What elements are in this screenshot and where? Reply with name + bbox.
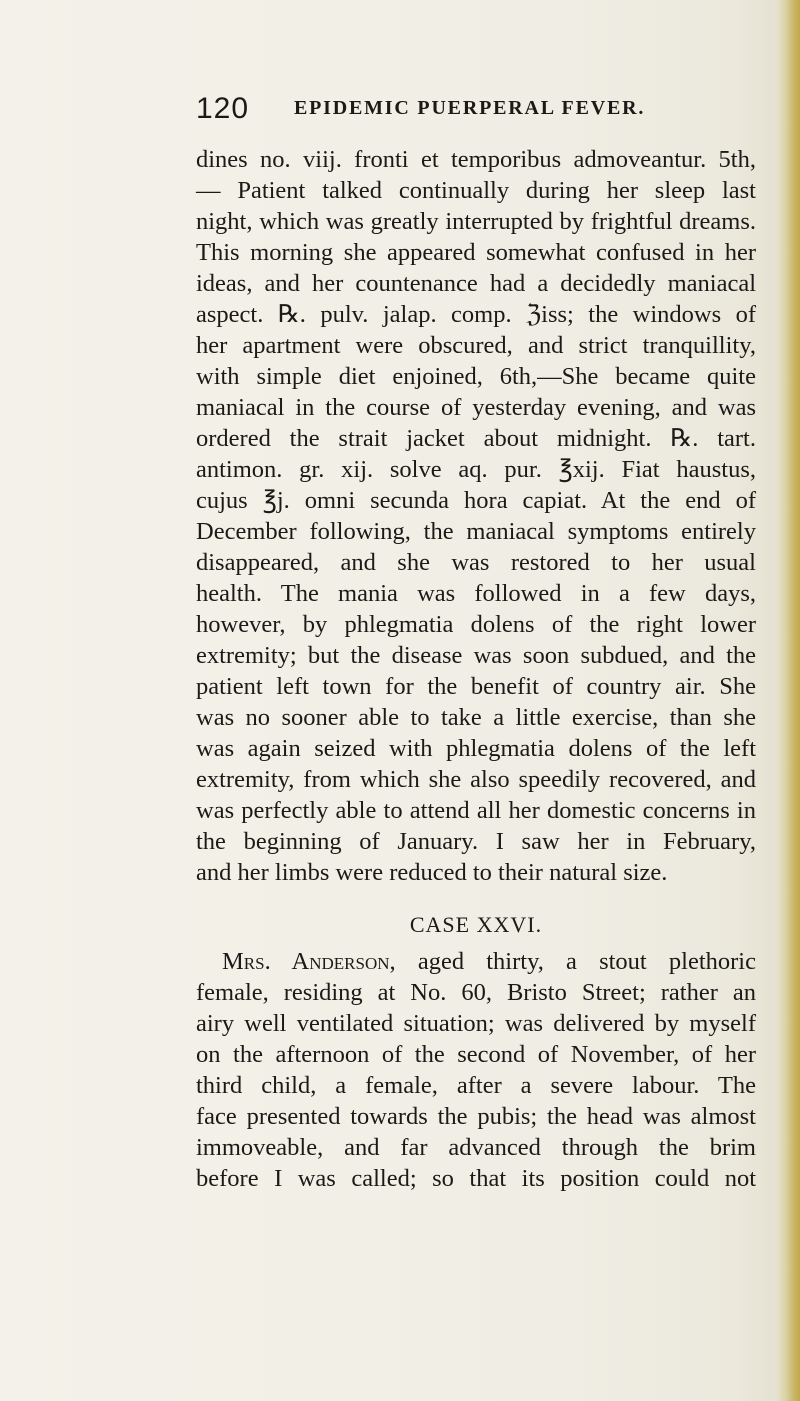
text-line: her apartment were obscured, and strict tranquillity, [196, 332, 756, 359]
text-line: ordered the strait jacket about midnight. ℞. tart. [196, 425, 756, 452]
text-line: dines no. viij. fronti et temporibus admoveantur. 5th, [196, 146, 756, 173]
text-line: extremity, from which she also speedily recovered, and [196, 766, 756, 793]
page-edge [778, 0, 800, 1401]
text-line-rest: aged thirty, a stout plethoric [395, 948, 756, 975]
text-line: with simple diet enjoined, 6th,—She became quite [196, 363, 756, 390]
text-line: immoveable, and far advanced through the brim [196, 1134, 756, 1161]
paragraph-one [196, 144, 756, 888]
text-line: female, residing at No. 60, Bristo Street; rather an [196, 979, 756, 1006]
text-line-first [196, 946, 756, 977]
text-line: health. The mania was followed in a few days, [196, 580, 756, 607]
page-number: 120 [196, 92, 250, 125]
text-line: patient left town for the benefit of country air. She [196, 673, 756, 700]
text-line: the beginning of January. I saw her in February, [196, 828, 756, 855]
running-head: EPIDEMIC PUERPERAL FEVER. [294, 97, 646, 119]
text-line: was perfectly able to attend all her domestic concerns in [196, 797, 756, 824]
text-line: face presented towards the pubis; the head was almost [196, 1103, 756, 1130]
text-line: extremity; but the disease was soon subdued, and the [196, 642, 756, 669]
text-line: cujus ℥j. omni secunda hora capiat. At the end of [196, 487, 756, 514]
patient-name: Mrs. Anderson, [222, 948, 396, 975]
paragraph-two [196, 946, 756, 1194]
text-line: on the afternoon of the second of November, of her [196, 1041, 756, 1068]
text-line: third child, a female, after a severe labour. The [196, 1072, 756, 1099]
text-line: night, which was greatly interrupted by frightful dreams. [196, 208, 756, 235]
text-line: disappeared, and she was restored to her usual [196, 549, 756, 576]
case-heading: CASE XXVI. [409, 912, 543, 937]
text-line: airy well ventilated situation; was delivered by myself [196, 1010, 756, 1037]
text-line: aspect. ℞. pulv. jalap. comp. ℨiss; the windows of [196, 301, 756, 328]
text-line: — Patient talked continually during her sleep last [196, 177, 756, 204]
text-line: was no sooner able to take a little exercise, than she [196, 704, 756, 731]
text-line: however, by phlegmatia dolens of the right lower [196, 611, 756, 638]
text-line: was again seized with phlegmatia dolens of the left [196, 735, 756, 762]
page-body [196, 144, 756, 1194]
text-line: before I was called; so that its position could not [196, 1165, 756, 1192]
text-line: ideas, and her countenance had a decidedly maniacal [196, 270, 756, 297]
text-line: maniacal in the course of yesterday evening, and was [196, 394, 756, 421]
page-header [196, 92, 756, 132]
text-line: and her limbs were reduced to their natural size. [196, 859, 668, 886]
text-line: antimon. gr. xij. solve aq. pur. ℥xij. Fiat haustus, [196, 456, 756, 483]
text-line: December following, the maniacal symptoms entirely [196, 518, 756, 545]
text-line: This morning she appeared somewhat confused in her [196, 239, 756, 266]
